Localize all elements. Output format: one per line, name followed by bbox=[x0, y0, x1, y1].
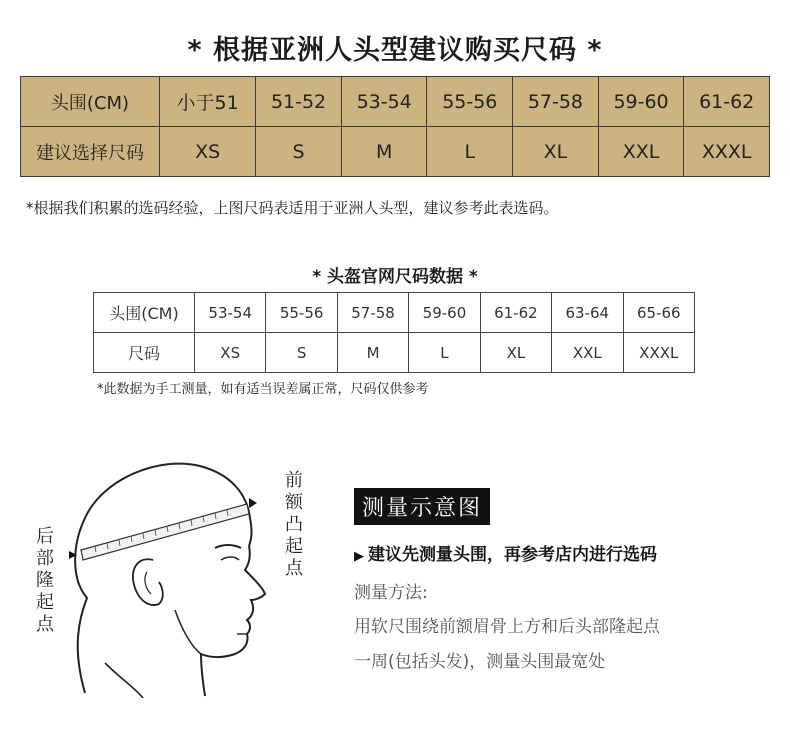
table-cell: 55-56 bbox=[427, 77, 513, 127]
table-row bbox=[94, 293, 695, 333]
method-line-2: 一周(包括头发)，测量头围最宽处 bbox=[354, 652, 606, 672]
triangle-right-icon: ▶ bbox=[354, 549, 364, 564]
table-cell: XL bbox=[513, 127, 599, 177]
diagram-badge: 测量示意图 bbox=[354, 488, 490, 525]
table-cell: M bbox=[341, 127, 427, 177]
page-title: * 根据亚洲人头型建议购买尺码 * bbox=[187, 35, 603, 66]
table-row bbox=[21, 127, 770, 177]
method-line-1: 用软尺围绕前额眉骨上方和后头部隆起点 bbox=[354, 617, 660, 637]
table-cell: 59-60 bbox=[598, 77, 684, 127]
table-cell: 63-64 bbox=[552, 293, 623, 333]
official-table-title: * 头盔官网尺码数据 * bbox=[312, 267, 478, 287]
head-measurement-illustration bbox=[25, 448, 275, 698]
table-cell: 51-52 bbox=[256, 77, 342, 127]
table-cell: L bbox=[427, 127, 513, 177]
official-table-note: *此数据为手工测量，如有适当误差属正常，尺码仅供参考 bbox=[97, 382, 429, 397]
table-cell: 65-66 bbox=[623, 293, 694, 333]
table-cell: 55-56 bbox=[266, 293, 337, 333]
table-cell: 53-54 bbox=[195, 293, 266, 333]
table-cell: L bbox=[409, 333, 480, 373]
row-label-size: 建议选择尺码 bbox=[21, 127, 160, 177]
table-cell: XL bbox=[480, 333, 551, 373]
table-cell: 小于51 bbox=[160, 77, 256, 127]
row-label-size: 尺码 bbox=[94, 333, 195, 373]
official-size-table bbox=[93, 292, 695, 373]
advice-line bbox=[354, 540, 657, 565]
advice-text: 建议先测量头围，再参考店内进行选码 bbox=[368, 545, 657, 565]
front-pointer-icon bbox=[249, 498, 257, 508]
table-row bbox=[94, 333, 695, 373]
table-cell: 53-54 bbox=[341, 77, 427, 127]
table-row bbox=[21, 77, 770, 127]
table-cell: 57-58 bbox=[337, 293, 408, 333]
table-cell: XS bbox=[160, 127, 256, 177]
table-cell: 59-60 bbox=[409, 293, 480, 333]
table-cell: 57-58 bbox=[513, 77, 599, 127]
table-cell: XXL bbox=[552, 333, 623, 373]
front-point-label: 前额凸起点 bbox=[285, 470, 303, 579]
method-title: 测量方法: bbox=[354, 583, 428, 603]
table-cell: 61-62 bbox=[684, 77, 770, 127]
table-cell: 61-62 bbox=[480, 293, 551, 333]
table-cell: M bbox=[337, 333, 408, 373]
table-cell: S bbox=[256, 127, 342, 177]
asian-table-note: *根据我们积累的选码经验，上图尺码表适用于亚洲人头型，建议参考此表选码。 bbox=[26, 199, 559, 217]
table-cell: XXXL bbox=[684, 127, 770, 177]
row-label-circumference: 头围(CM) bbox=[21, 77, 160, 127]
table-cell: XXL bbox=[598, 127, 684, 177]
table-cell: XS bbox=[195, 333, 266, 373]
back-point-label: 后部隆起点 bbox=[36, 526, 54, 635]
table-cell: XXXL bbox=[623, 333, 694, 373]
asian-size-table bbox=[20, 76, 770, 177]
row-label-circumference: 头围(CM) bbox=[94, 293, 195, 333]
table-cell: S bbox=[266, 333, 337, 373]
